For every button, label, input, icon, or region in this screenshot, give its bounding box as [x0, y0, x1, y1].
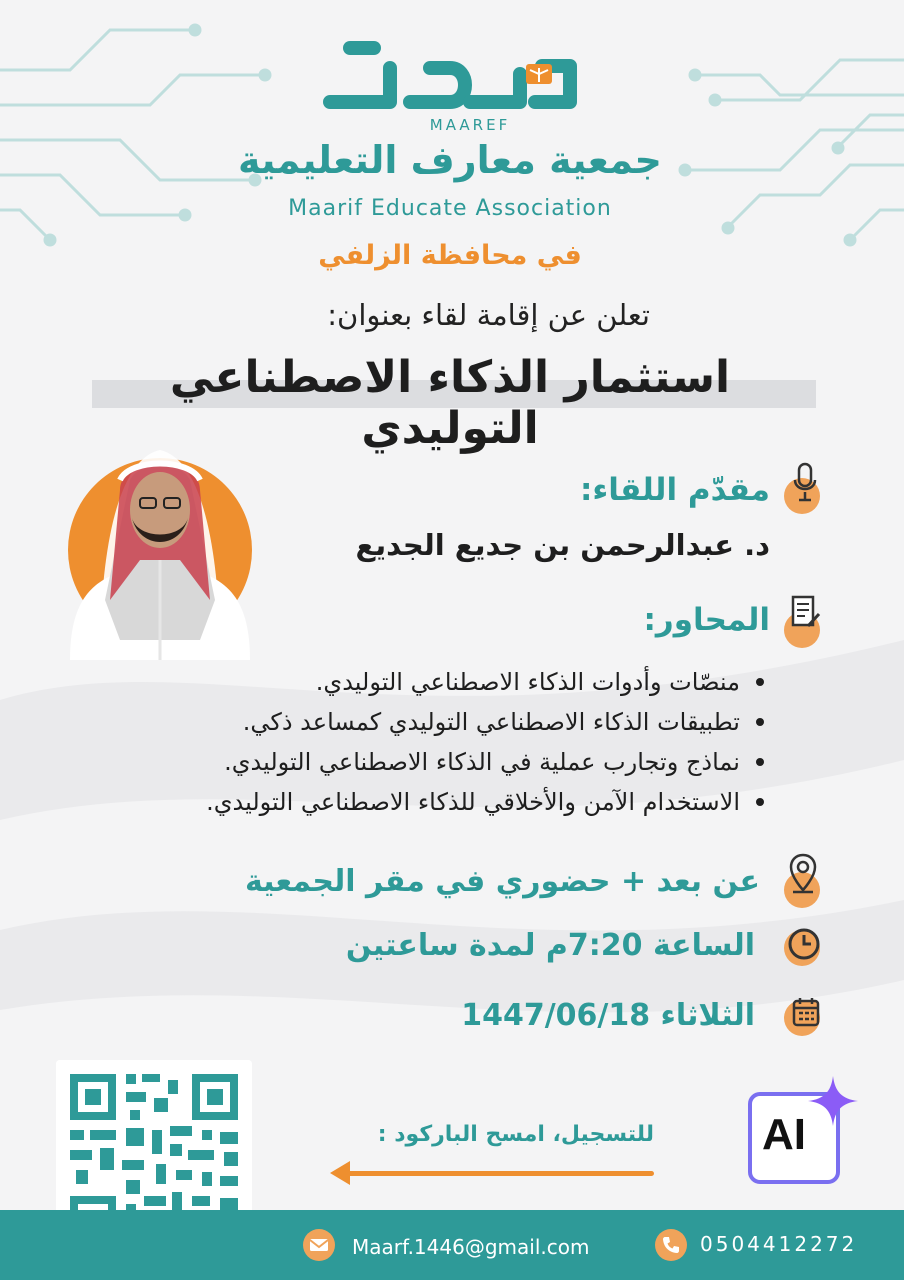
event-date: الثلاثاء 1447/06/18 — [461, 998, 755, 1033]
bullet-icon — [756, 718, 764, 726]
list-item: نماذج وتجارب عملية في الذكاء الاصطناعي التوليدي. — [60, 742, 768, 782]
presenter-photo — [60, 440, 260, 660]
svg-text:MAAREF: MAAREF — [429, 116, 511, 134]
region-text: في محافظة الزلفي — [318, 240, 582, 271]
arrow-left-icon — [330, 1161, 350, 1185]
arrow-shaft — [344, 1171, 654, 1176]
association-name-ar: جمعية معارف التعليمية — [238, 138, 662, 182]
contact-email[interactable]: Maarf.1446@gmail.com — [352, 1235, 590, 1259]
clock-icon — [786, 926, 822, 962]
microphone-icon — [792, 462, 818, 502]
topics-label: المحاور: — [643, 602, 770, 638]
location-pin-icon — [788, 852, 818, 896]
register-instruction: للتسجيل، امسح الباركود : — [377, 1122, 654, 1147]
phone-icon — [654, 1228, 688, 1262]
attendance-mode: عن بعد + حضوري في مقر الجمعية — [244, 864, 760, 899]
event-title: استثمار الذكاء الاصطناعي التوليدي — [169, 352, 731, 454]
list-item: منصّات وأدوات الذكاء الاصطناعي التوليدي. — [60, 662, 768, 702]
calendar-icon — [792, 996, 820, 1028]
bullet-icon — [756, 758, 764, 766]
presenter-name: د. عبدالرحمن بن جديع الجديع — [355, 528, 770, 562]
announce-text: تعلن عن إقامة لقاء بعنوان: — [327, 298, 650, 332]
ai-badge-text: AI — [762, 1110, 806, 1159]
bullet-icon — [756, 798, 764, 806]
presenter-label: مقدّم اللقاء: — [579, 472, 770, 508]
association-name-en: Maarif Educate Association — [288, 196, 612, 221]
list-item: تطبيقات الذكاء الاصطناعي التوليدي كمساعد ذكي. — [60, 702, 768, 742]
sparkle-icon — [806, 1074, 860, 1128]
event-time: الساعة 7:20م لمدة ساعتين — [345, 928, 755, 963]
contact-phone[interactable]: 0504412272 — [700, 1232, 858, 1256]
list-item: الاستخدام الآمن والأخلاقي للذكاء الاصطناعي التوليدي. — [60, 782, 768, 822]
topics-list — [60, 662, 768, 822]
email-icon — [302, 1228, 336, 1262]
bullet-icon — [756, 678, 764, 686]
document-edit-icon — [790, 594, 822, 634]
maaref-logo — [320, 38, 584, 134]
